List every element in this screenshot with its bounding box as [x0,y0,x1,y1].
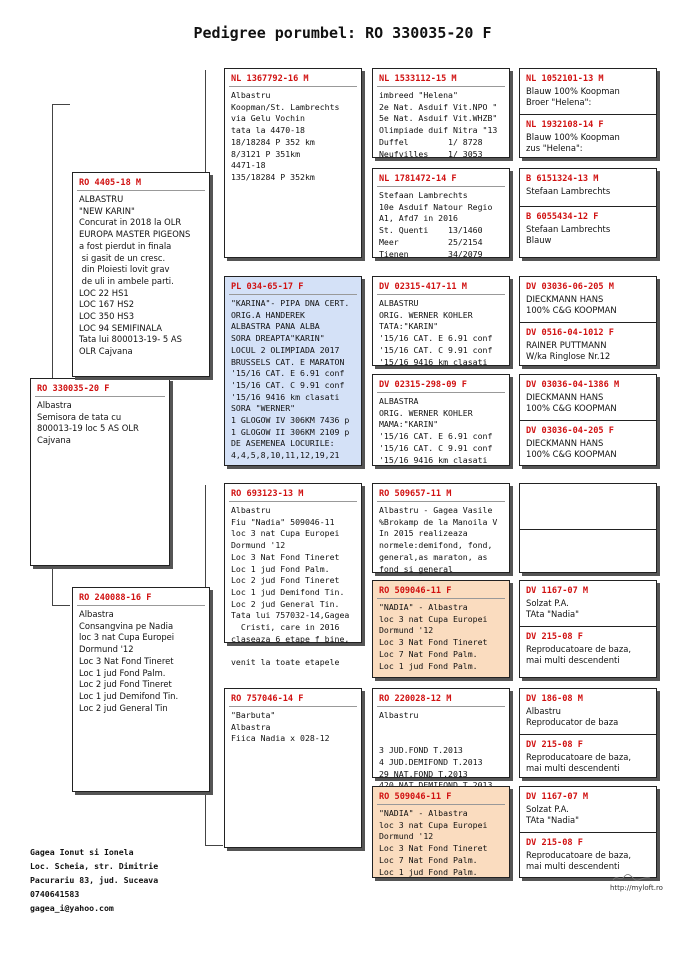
pigeon-description: "Barbuta" Albastra Fiica Nadia x 028-12 [231,710,330,744]
g4-pair-4 [519,374,657,466]
ring-number: RO 509046-11 F [379,792,452,802]
ring-number: DV 1167-07 M [526,792,589,802]
pigeon-description: Albastru Fiu "Nadia" 509046-11 loc 3 nat Cupa Europei Dormund '12 Loc 3 Nat Fond Tineret Loc 1 jud Fond Palm. Loc 2 jud Fond Tineret Loc 1 jud Demifond Tin. Loc 2 jud General Tin. Tata lui 757032-14,Gagea Cristi, care in 2016 claseaza 6 etape f bine, venit la toate etapele [231,505,350,668]
ring-number: DV 0516-04-1012 F [526,328,614,338]
ring-number: RO 509657-11 M [379,489,452,499]
sire-dam-card [224,276,362,466]
pigeon-description: "NADIA" - Albastra loc 3 nat Cupa Europei Dormund '12 Loc 3 Nat Fond Tineret Loc 7 Nat Fond Palm. Loc 1 jud Fond Palm. [379,602,488,671]
g4-pair-8 [519,786,657,878]
g4-pair-6 [519,580,657,678]
dam-card [72,587,210,792]
signature-icon [612,873,652,883]
dsd-card [372,580,510,678]
ring-number: RO 4405-18 M [79,178,142,188]
ring-number: DV 02315-298-09 F [379,380,467,390]
pigeon-description: DIECKMANN HANS 100% C&G KOOPMAN [526,438,617,459]
g4-pair-5-empty [519,483,657,573]
ring-number: RO 220028-12 M [379,694,452,704]
pigeon-description: Albastru Reproducator de baza [526,706,619,727]
pigeon-description: DIECKMANN HANS 100% C&G KOOPMAN [526,392,617,413]
g4-pair-3 [519,276,657,366]
ring-number: NL 1781472-14 F [379,174,457,184]
dam-sire-card [224,483,362,668]
ring-number: DV 02315-417-11 M [379,282,467,292]
ring-number: DV 215-08 F [526,632,583,642]
tree-connector [52,605,70,606]
pigeon-description: Solzat P.A. TAta "Nadia" [526,598,580,619]
website-credit: http://myloft.ro [610,884,663,892]
ring-number: RO 693123-13 M [231,489,304,499]
ring-number: B 6055434-12 F [526,212,599,222]
page-title: Pedigree porumbel: RO 330035-20 F [193,24,492,42]
ring-number: DV 1167-07 M [526,586,589,596]
g4-pair-2 [519,168,657,258]
pigeon-description: ALBASTRA ORIG. WERNER KOHLER MAMA:"KARIN" '15/16 CAT. E 6.91 conf '15/16 CAT. C 9.91 conf '15/16 9416 km clasati [379,396,493,465]
ring-number: DV 186-08 M [526,694,583,704]
ring-number: DV 215-08 F [526,740,583,750]
ring-number: NL 1052101-13 M [526,74,604,84]
tree-connector [52,104,70,105]
ddd-card [372,786,510,878]
ring-number: RO 330035-20 F [37,384,110,394]
dss-card [372,483,510,573]
pigeon-description: ALBASTRU ORIG. WERNER KOHLER TATA:"KARIN" '15/16 CAT. E 6.91 conf '15/16 CAT. C 9.91 conf '15/16 9416 km clasati [379,298,493,367]
pigeon-description: ALBASTRU "NEW KARIN" Concurat in 2018 la OLR EUROPA MASTER PIGEONS a fost pierdut in finala si gasit de un cresc. din Ploiesti lovit grav de uli in ambele parti. LOC 22 HS1 LOC 167 HS2 LOC 350 HS3 LOC 94 SEMIFINALA Tata lui 800013-19- 5 AS OLR Cajvana [79,194,191,357]
sire-card [72,172,210,377]
sdd-card [372,374,510,466]
pigeon-description: Albastru Koopman/St. Lambrechts via Gelu Vochin tata la 4470-18 18/18284 P 352 km 8/3121 P 351km 4471-18 135/18284 P 352km [231,90,340,182]
ring-number: RO 240088-16 F [79,593,152,603]
pigeon-description: Reproducatoare de baza, mai multi descendenti [526,644,632,665]
ring-number: RO 509046-11 F [379,586,452,596]
ssd-card [372,168,510,258]
g4-pair-1 [519,68,657,158]
ring-number: B 6151324-13 M [526,174,599,184]
g4-pair-7 [519,688,657,778]
ring-number: DV 03036-04-1386 M [526,380,620,390]
pigeon-description: RAINER PUTTMANN W/ka Ringlose Nr.12 [526,340,611,361]
pigeon-description: Albastra Semisora de tata cu 800013-19 loc 5 AS OLR Cajvana [37,400,139,446]
ring-number: PL 034-65-17 F [231,282,304,292]
pigeon-description: Blauw 100% Koopman Broer "Helena": [526,86,620,107]
pigeon-description: Stefaan Lambrechts Blauw [526,224,611,245]
breeder-contact: Gagea Ionut si Ionela Loc. Scheia, str. Dimitrie Pacurariu 83, jud. Suceava 0740641583 gagea_i@yahoo.com [30,847,159,913]
ring-number: NL 1932108-14 F [526,120,604,130]
ring-number: DV 03036-04-205 F [526,426,614,436]
dam-dam-card [224,688,362,848]
pigeon-description: Solzat P.A. TAta "Nadia" [526,804,580,825]
ring-number: NL 1367792-16 M [231,74,309,84]
tree-connector [52,565,53,605]
pigeon-description: Albastru 3 JUD.FOND T.2013 4 JUD.DEMIFOND T.2013 29 NAT.FOND T.2013 [379,710,483,779]
tree-connector [52,104,53,382]
pigeon-description: Albastra Consangvina pe Nadia loc 3 nat Cupa Europei Dormund '12 Loc 3 Nat Fond Tineret Loc 1 jud Fond Palm. Loc 2 jud Fond Tineret Loc 1 jud Demifond Tin. Loc 2 jud General Tin [79,609,179,713]
pigeon-description: imbreed "Helena" 2e Nat. Asduif Vit.NPO " 5e Nat. Asduif Vit.WHZB" Olimpiade duif Nitra "13 Duffel 1/ 8728 Neufvilles 1/ 3053 [379,90,498,159]
ring-number: RO 757046-14 F [231,694,304,704]
ring-number: NL 1533112-15 M [379,74,457,84]
pigeon-description: Stefaan Lambrechts 10e Asduif Natour Regio A1, Afd7 in 2016 St. Quenti 13/1460 Meer 25/2154 Tienen 34/2079 [379,190,493,259]
sds-card [372,276,510,366]
ring-number: DV 215-08 F [526,838,583,848]
subject-card [30,378,170,566]
pigeon-description: Blauw 100% Koopman zus "Helena": [526,132,620,153]
pigeon-description: Reproducatoare de baza, mai multi descendenti [526,850,632,871]
pigeon-description: "KARINA"- PIPA DNA CERT. ORIG.A HANDEREK ALBASTRA PANA ALBA SORA DREAPTA"KARIN" LOCUL 2 OLIMPIADA 2017 BRUSSELS CAT. E MARATON '15/16 CAT. E 6.91 conf '15/16 CAT. C 9.91 conf '15/16 9416 km clasati SORA "WERNER" 1 GLOGOW IV 306KM 7436 p 1 GLOGOW II 306KM 2109 p DE ASEMENEA LOCURILE: 4,4,5,8,10,11,12,19,21 [231,298,350,461]
pigeon-description: Albastru - Gagea Vasile %Brokamp de la Manoila V In 2015 realizeaza normele:demifond, fond, general,as maraton, as fond si general [379,505,498,574]
ring-number: DV 03036-06-205 M [526,282,614,292]
sire-sire-card [224,68,362,258]
sss-card [372,68,510,158]
dds-card [372,688,510,778]
pigeon-description: DIECKMANN HANS 100% C&G KOOPMAN [526,294,617,315]
tree-connector [205,845,223,846]
pigeon-description: Stefaan Lambrechts [526,186,611,196]
pigeon-description: Reproducatoare de baza, mai multi descendenti [526,752,632,773]
pigeon-description: "NADIA" - Albastra loc 3 nat Cupa Europei Dormund '12 Loc 3 Nat Fond Tineret Loc 7 Nat Fond Palm. Loc 1 jud Fond Palm. [379,808,488,877]
divider [520,529,656,530]
